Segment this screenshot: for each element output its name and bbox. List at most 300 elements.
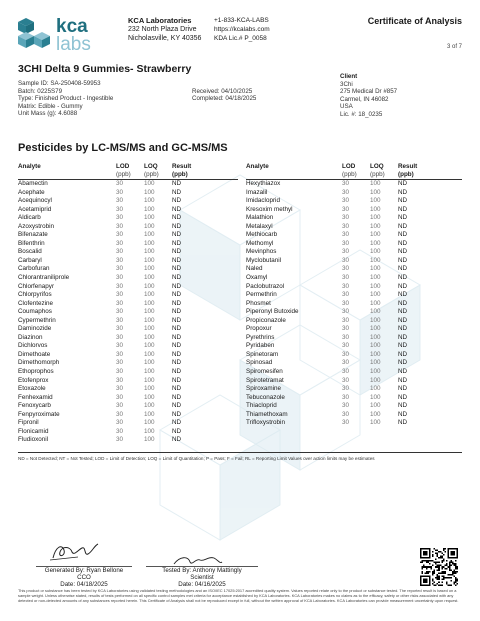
table-row: [246, 257, 462, 266]
loq-value: 100: [370, 333, 381, 341]
loq-value: 100: [370, 274, 381, 282]
analyte-name: Fenoxycarb: [18, 402, 51, 410]
table-row: [18, 368, 238, 377]
analyte-name: Fenpyroximate: [18, 410, 60, 418]
loq-value: 100: [144, 419, 155, 427]
result-value: ND: [172, 393, 182, 401]
result-value: ND: [398, 393, 408, 401]
result-value: ND: [398, 214, 408, 222]
col-unit-loq: (ppb): [144, 171, 172, 180]
col-unit-lod: (ppb): [116, 171, 144, 180]
result-value: ND: [172, 188, 182, 196]
loq-value: 100: [370, 308, 381, 316]
loq-value: 100: [144, 359, 155, 367]
analyte-name: Thiamethoxam: [246, 410, 288, 418]
analyte-name: Pyridaben: [246, 342, 275, 350]
result-value: ND: [172, 436, 182, 444]
loq-value: 100: [144, 248, 155, 256]
result-value: ND: [172, 316, 182, 324]
lod-value: 30: [116, 299, 124, 307]
analyte-name: Paclobutrazol: [246, 282, 285, 290]
loq-value: 100: [144, 188, 155, 196]
generated-by-date: Date: 04/18/2025: [60, 581, 108, 588]
loq-value: 100: [144, 342, 155, 350]
table-row: [246, 411, 462, 420]
lod-value: 30: [116, 359, 124, 367]
result-value: ND: [172, 214, 182, 222]
lod-value: 30: [116, 282, 124, 290]
col-header-analyte: Analyte: [246, 163, 269, 170]
lab-phone: +1-833-KCA-LABS: [214, 17, 269, 24]
tested-by-date: Date: 04/16/2025: [178, 581, 226, 588]
table-row: [18, 342, 238, 351]
lod-value: 30: [116, 325, 124, 333]
analyte-name: Cypermethrin: [18, 316, 56, 324]
analyte-name: Bifenthrin: [18, 239, 45, 247]
lod-value: 30: [342, 308, 350, 316]
result-value: ND: [172, 325, 182, 333]
analyte-name: Permethrin: [246, 291, 277, 299]
table-row: [18, 248, 238, 257]
lod-value: 30: [342, 282, 350, 290]
col-header-loq: LOQ: [370, 163, 384, 170]
loq-value: 100: [144, 368, 155, 376]
analyte-name: Spiromesifen: [246, 368, 283, 376]
table-row: [246, 265, 462, 274]
analyte-name: Coumaphos: [18, 308, 52, 316]
analyte-name: Malathion: [246, 214, 274, 222]
table-row: [18, 411, 238, 420]
lod-value: 30: [116, 419, 124, 427]
loq-value: 100: [370, 188, 381, 196]
loq-value: 100: [370, 402, 381, 410]
table-row: [18, 419, 238, 428]
loq-value: 100: [370, 350, 381, 358]
lod-value: 30: [116, 274, 124, 282]
loq-value: 100: [144, 350, 155, 358]
table-row: [246, 377, 462, 386]
analyte-name: Chlorfenapyr: [18, 282, 55, 290]
result-value: ND: [172, 419, 182, 427]
analyte-name: Dichlorvos: [18, 342, 48, 350]
result-value: ND: [398, 410, 408, 418]
analyte-name: Fenhexamid: [18, 393, 53, 401]
lod-value: 30: [342, 368, 350, 376]
analyte-name: Phosmet: [246, 299, 271, 307]
lod-value: 30: [342, 248, 350, 256]
lod-value: 30: [116, 368, 124, 376]
analyte-name: Imazalil: [246, 188, 268, 196]
received-date: Received: 04/10/2025: [192, 87, 253, 95]
product-title: 3CHI Delta 9 Gummies- Strawberry: [18, 63, 192, 75]
result-value: ND: [172, 205, 182, 213]
loq-value: 100: [370, 265, 381, 273]
result-value: ND: [398, 342, 408, 350]
loq-value: 100: [144, 308, 155, 316]
lod-value: 30: [116, 350, 124, 358]
lod-value: 30: [116, 410, 124, 418]
analyte-name: Dimethoate: [18, 350, 51, 358]
table-row: [18, 283, 238, 292]
table-row: [246, 368, 462, 377]
result-value: ND: [172, 410, 182, 418]
lod-value: 30: [116, 402, 124, 410]
result-value: ND: [398, 274, 408, 282]
table-row: [18, 325, 238, 334]
lod-value: 30: [116, 239, 124, 247]
analyte-name: Spinosad: [246, 359, 273, 367]
lod-value: 30: [342, 350, 350, 358]
loq-value: 100: [144, 205, 155, 213]
table-row: [246, 351, 462, 360]
loq-value: 100: [144, 325, 155, 333]
analyte-name: Acequinocyl: [18, 197, 52, 205]
lod-value: 30: [342, 376, 350, 384]
table-row: [246, 308, 462, 317]
table-row: [18, 377, 238, 386]
loq-value: 100: [144, 299, 155, 307]
result-value: ND: [398, 316, 408, 324]
loq-value: 100: [144, 333, 155, 341]
analyte-name: Spiroxamine: [246, 385, 281, 393]
result-value: ND: [398, 359, 408, 367]
lod-value: 30: [116, 291, 124, 299]
table-row: [246, 206, 462, 215]
lod-value: 30: [342, 180, 350, 187]
lod-value: 30: [116, 393, 124, 401]
analyte-name: Tebuconazole: [246, 393, 285, 401]
loq-value: 100: [144, 239, 155, 247]
col-header-loq: LOQ: [144, 163, 158, 170]
lod-value: 30: [116, 342, 124, 350]
loq-value: 100: [370, 325, 381, 333]
table-row: [18, 385, 238, 394]
result-value: ND: [172, 308, 182, 316]
result-value: ND: [172, 291, 182, 299]
lod-value: 30: [116, 376, 124, 384]
generated-by-title: CCO: [77, 574, 91, 581]
analyte-name: Propiconazole: [246, 316, 286, 324]
lod-value: 30: [342, 205, 350, 213]
pesticides-table-left: [18, 163, 238, 445]
table-row: [246, 240, 462, 249]
col-unit-result: (ppb): [172, 171, 238, 180]
lod-value: 30: [342, 274, 350, 282]
lod-value: 30: [342, 231, 350, 239]
table-row: [246, 214, 462, 223]
lod-value: 30: [342, 333, 350, 341]
table-row: [246, 180, 462, 189]
lod-value: 30: [116, 214, 124, 222]
table-row: [246, 342, 462, 351]
result-value: ND: [398, 197, 408, 205]
loq-value: 100: [144, 180, 155, 187]
analyte-name: Spinetoram: [246, 350, 279, 358]
loq-value: 100: [370, 393, 381, 401]
loq-value: 100: [144, 410, 155, 418]
loq-value: 100: [144, 316, 155, 324]
table-row: [18, 436, 238, 445]
analyte-name: Oxamyl: [246, 274, 268, 282]
col-header-lod: LOD: [116, 163, 130, 170]
client-license: Lic. #: 18_0235: [340, 110, 383, 118]
lod-value: 30: [116, 205, 124, 213]
result-value: ND: [398, 325, 408, 333]
result-value: ND: [172, 359, 182, 367]
result-value: ND: [172, 274, 182, 282]
analyte-name: Fludioxonil: [18, 436, 49, 444]
analyte-name: Clofentezine: [18, 299, 54, 307]
lab-address-line-1: 232 North Plaza Drive: [128, 26, 197, 33]
client-info: [340, 73, 397, 119]
table-row: [246, 197, 462, 206]
result-value: ND: [172, 197, 182, 205]
result-value: ND: [172, 342, 182, 350]
table-row: [246, 334, 462, 343]
table-row: [246, 419, 462, 428]
analyte-name: Boscalid: [18, 248, 42, 256]
loq-value: 100: [144, 291, 155, 299]
table-row: [18, 257, 238, 266]
lab-address-line-2: Nicholasville, KY 40356: [128, 35, 202, 42]
result-value: ND: [172, 368, 182, 376]
lod-value: 30: [116, 231, 124, 239]
analyte-name: Carbofuran: [18, 265, 50, 273]
lod-value: 30: [342, 222, 350, 230]
table-row: [18, 223, 238, 232]
lod-value: 30: [116, 427, 124, 435]
analyte-name: Piperonyl Butoxide: [246, 308, 299, 316]
col-unit-lod: (ppb): [342, 171, 370, 180]
result-value: ND: [398, 368, 408, 376]
loq-value: 100: [370, 214, 381, 222]
table-row: [246, 394, 462, 403]
signature-ryan-bellone: [48, 540, 108, 564]
generated-by-block: [36, 566, 132, 588]
lod-value: 30: [116, 316, 124, 324]
loq-value: 100: [144, 282, 155, 290]
lod-value: 30: [342, 359, 350, 367]
table-row: [18, 394, 238, 403]
svg-text:kca: kca: [56, 16, 88, 37]
result-value: ND: [398, 188, 408, 196]
result-value: ND: [398, 180, 408, 187]
loq-value: 100: [370, 256, 381, 264]
analyte-name: Imidacloprid: [246, 197, 280, 205]
generated-by-name: Generated By: Ryan Bellone: [44, 567, 124, 574]
result-value: ND: [172, 402, 182, 410]
sample-info: [18, 80, 113, 118]
analyte-name: Kresoxim methyl: [246, 205, 293, 213]
analyte-name: Spirotetramat: [246, 376, 284, 384]
client-country: USA: [340, 103, 353, 111]
col-unit-loq: (ppb): [370, 171, 398, 180]
result-value: ND: [398, 299, 408, 307]
table-row: [18, 351, 238, 360]
analyte-name: Bifenazate: [18, 231, 48, 239]
table-row: [18, 231, 238, 240]
svg-text:labs: labs: [56, 34, 91, 54]
lod-value: 30: [342, 188, 350, 196]
table-row: [18, 291, 238, 300]
lod-value: 30: [342, 214, 350, 222]
tested-by-block: [146, 566, 258, 588]
analyte-name: Acetamiprid: [18, 205, 52, 213]
table-row: [246, 385, 462, 394]
analyte-name: Dimethomorph: [18, 359, 60, 367]
result-value: ND: [172, 222, 182, 230]
lod-value: 30: [342, 325, 350, 333]
kca-labs-logo: [14, 12, 114, 54]
document-title: Certificate of Analysis: [367, 16, 462, 26]
completed-date: Completed: 04/18/2025: [192, 95, 257, 103]
table-row: [18, 240, 238, 249]
analyte-name: Fipronil: [18, 419, 39, 427]
table-row: [18, 300, 238, 309]
table-row: [246, 359, 462, 368]
analyte-name: Metalaxyl: [246, 222, 273, 230]
result-value: ND: [398, 282, 408, 290]
loq-value: 100: [370, 419, 381, 427]
table-row: [18, 428, 238, 437]
lod-value: 30: [342, 291, 350, 299]
analyte-name: Aldicarb: [18, 214, 41, 222]
result-value: ND: [398, 231, 408, 239]
result-value: ND: [172, 376, 182, 384]
loq-value: 100: [370, 291, 381, 299]
result-value: ND: [172, 350, 182, 358]
table-row: [18, 265, 238, 274]
lod-value: 30: [116, 248, 124, 256]
table-row: [246, 231, 462, 240]
analyte-name: Propoxur: [246, 325, 272, 333]
loq-value: 100: [370, 205, 381, 213]
table-row: [246, 189, 462, 198]
table-row: [18, 317, 238, 326]
loq-value: 100: [144, 222, 155, 230]
loq-value: 100: [370, 180, 381, 187]
col-unit-result: (ppb): [398, 171, 462, 180]
lab-contact-block: [214, 16, 270, 43]
result-value: ND: [172, 248, 182, 256]
lod-value: 30: [116, 222, 124, 230]
result-value: ND: [398, 419, 408, 427]
result-value: ND: [398, 333, 408, 341]
analyte-name: Daminozide: [18, 325, 52, 333]
lod-value: 30: [342, 256, 350, 264]
table-row: [246, 283, 462, 292]
lod-value: 30: [342, 342, 350, 350]
section-title: Pesticides by LC-MS/MS and GC-MS/MS: [18, 142, 228, 154]
loq-value: 100: [144, 274, 155, 282]
lod-value: 30: [116, 188, 124, 196]
loq-value: 100: [370, 299, 381, 307]
result-value: ND: [172, 239, 182, 247]
table-row: [18, 197, 238, 206]
client-address-2: Carmel, IN 46082: [340, 95, 389, 103]
lod-value: 30: [342, 197, 350, 205]
lod-value: 30: [342, 239, 350, 247]
table-row: [246, 300, 462, 309]
unit-mass: Unit Mass (g): 4.6088: [18, 110, 78, 118]
qr-code[interactable]: [420, 548, 458, 586]
table-bottom-rule: [18, 452, 462, 453]
lab-license: KDA Lic.# P_0058: [214, 35, 267, 42]
table-row: [18, 402, 238, 411]
table-row: [246, 274, 462, 283]
loq-value: 100: [370, 410, 381, 418]
result-value: ND: [398, 248, 408, 256]
result-value: ND: [398, 222, 408, 230]
analyte-name: Chlorpyrifos: [18, 291, 52, 299]
analyte-name: Hexythiazox: [246, 180, 281, 187]
analyte-name: Pyrethrins: [246, 333, 275, 341]
sample-matrix: Matrix: Edible - Gummy: [18, 102, 83, 110]
result-value: ND: [398, 265, 408, 273]
lod-value: 30: [116, 197, 124, 205]
result-value: ND: [172, 282, 182, 290]
lab-website[interactable]: https://kcalabs.com: [214, 26, 270, 33]
loq-value: 100: [144, 256, 155, 264]
table-row: [18, 334, 238, 343]
table-row: [18, 359, 238, 368]
table-row: [18, 206, 238, 215]
client-address-1: 275 Medical Dr #857: [340, 88, 398, 96]
loq-value: 100: [370, 316, 381, 324]
loq-value: 100: [144, 376, 155, 384]
loq-value: 100: [144, 436, 155, 444]
tested-by-title: Scientist: [190, 574, 214, 581]
disclaimer: This product or substance has been tested by KCA Laboratories using validated testing methodologies and an ISO/IEC 17025:2017 accredited quality system. Values reported relate only to the product or substance tested. The reported result is based on a sample weight. Unless otherwise stated, results of tests performed on all specific control samples met criteria for acceptance established by KCA Laboratories. KCA Laboratories makes no claims as to the efficacy, safety or other risks associated with any detected or non-detected amounts of any substances reported herein. This Certificate of Analysis shall not be reproduced except in full, without the written approval of KCA Laboratories. KCA Laboratories can provide measurement uncertainty upon request.: [18, 588, 459, 603]
table-row: [246, 317, 462, 326]
table-row: [18, 274, 238, 283]
result-value: ND: [398, 256, 408, 264]
result-value: ND: [398, 291, 408, 299]
result-value: ND: [398, 239, 408, 247]
lod-value: 30: [116, 308, 124, 316]
result-value: ND: [172, 299, 182, 307]
table-row: [18, 214, 238, 223]
analyte-name: Myclobutanil: [246, 256, 281, 264]
col-header-result: Result: [398, 163, 418, 170]
loq-value: 100: [144, 265, 155, 273]
result-value: ND: [172, 265, 182, 273]
loq-value: 100: [370, 248, 381, 256]
result-value: ND: [398, 350, 408, 358]
loq-value: 100: [370, 359, 381, 367]
lod-value: 30: [342, 316, 350, 324]
analyte-name: Ethoprophos: [18, 368, 54, 376]
loq-value: 100: [370, 385, 381, 393]
loq-value: 100: [144, 393, 155, 401]
loq-value: 100: [370, 342, 381, 350]
col-header-result: Result: [172, 163, 192, 170]
lod-value: 30: [342, 299, 350, 307]
table-row: [18, 189, 238, 198]
analyte-name: Etofenprox: [18, 376, 49, 384]
lod-value: 30: [116, 265, 124, 273]
lod-value: 30: [116, 180, 124, 187]
result-value: ND: [398, 308, 408, 316]
analyte-name: Naled: [246, 265, 263, 273]
table-row: [246, 325, 462, 334]
client-name: 3Chi: [340, 80, 353, 88]
table-row: [246, 291, 462, 300]
analyte-name: Carbaryl: [18, 256, 42, 264]
lod-value: 30: [342, 393, 350, 401]
lod-value: 30: [116, 436, 124, 444]
analyte-name: Diazinon: [18, 333, 43, 341]
